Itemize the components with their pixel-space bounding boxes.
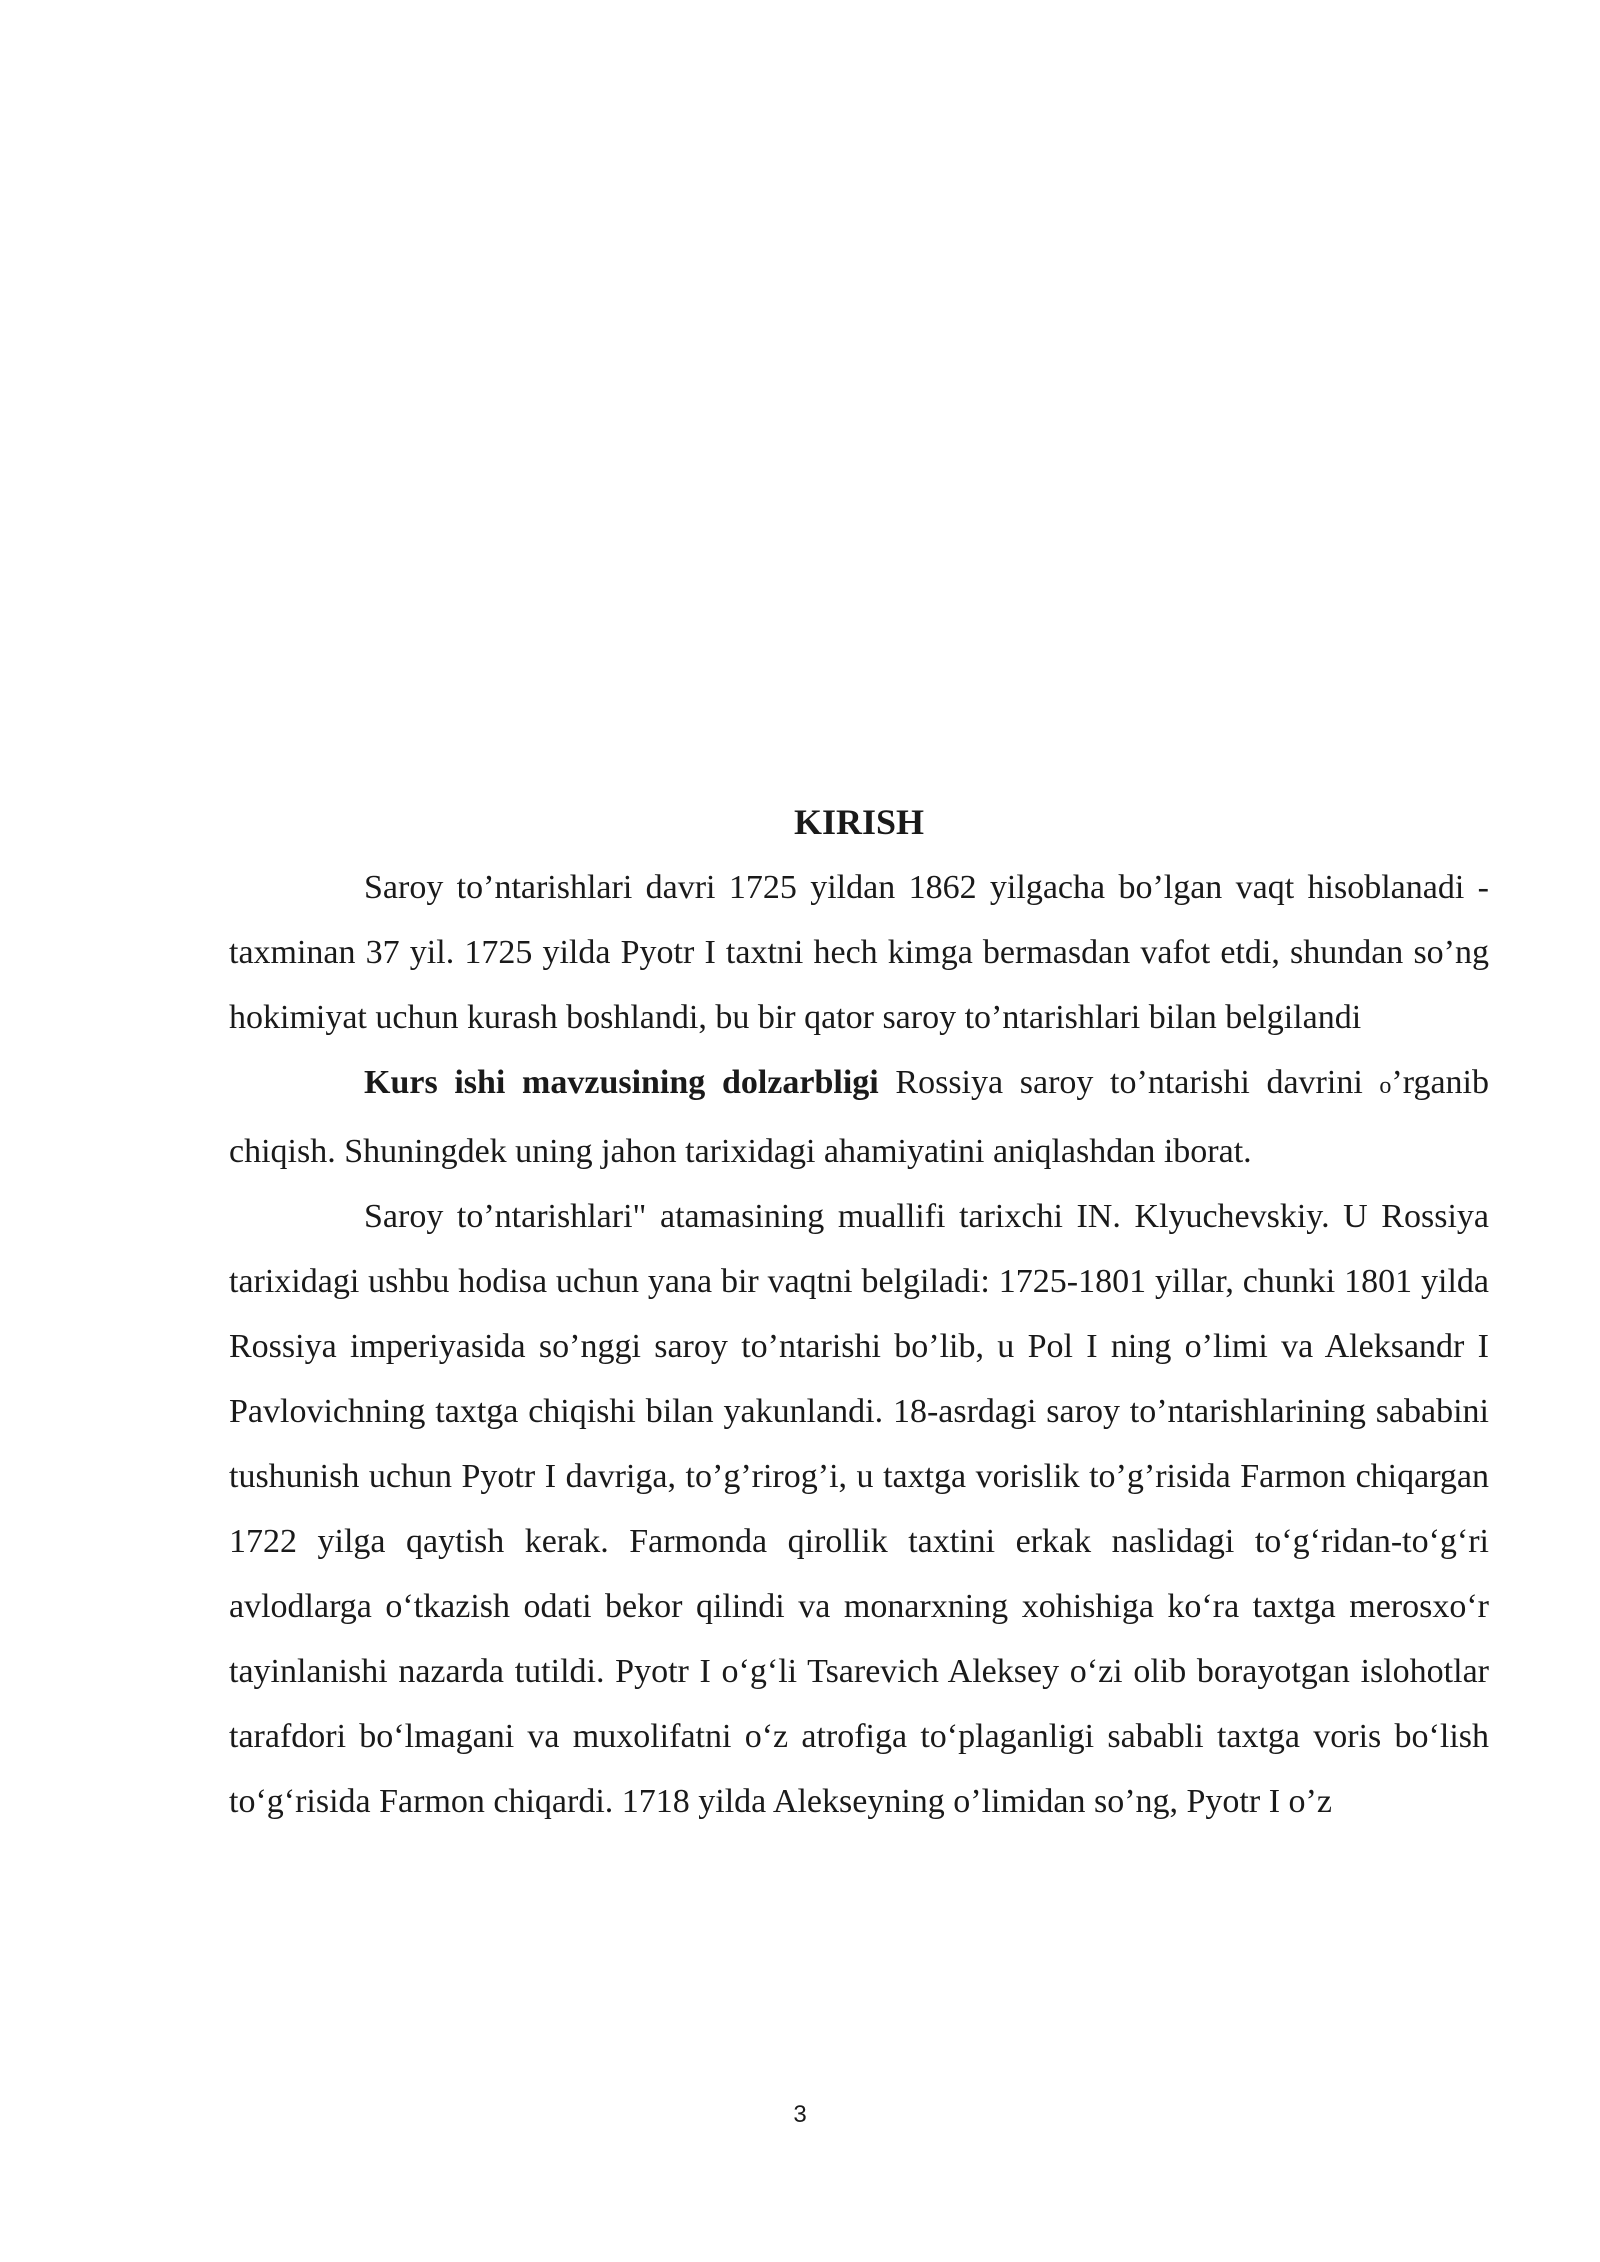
relevance-small-letter: o: [1379, 1073, 1392, 1099]
relevance-lead: Kurs ishi mavzusining dolzarbligi: [364, 1064, 879, 1101]
paragraph-relevance: [229, 1050, 1489, 1184]
relevance-text-a: Rossiya saroy to’ntarishi davrini: [878, 1064, 1380, 1101]
paragraph-history: Saroy to’ntarishlari" atamasining muallifi tarixchi IN. Klyuchevskiy. U Rossiya tarixidagi ushbu hodisa uchun yana bir vaqtni belgiladi: 1725-1801 yillar, chunki 1801 yilda Rossiya imperiyasida so’nggi saroy to’ntarishi bo’lib, u Pol I ning o’limi va Aleksandr I Pavlovichning taxtga chiqishi bilan yakunlandi. 18-asrdagi saroy to’ntarishlarining sababini tushunish uchun Pyotr I davriga, to’g’rirog’i, u taxtga vorislik to’g’risida Farmon chiqargan 1722 yilga qaytish kerak. Farmonda qirollik taxtini erkak naslidagi to‘g‘ridan-to‘g‘ri avlodlarga o‘tkazish odati bekor qilindi va monarxning xohishiga ko‘ra taxtga merosxo‘r tayinlanishi nazarda tutildi. Pyotr I o‘g‘li Tsarevich Aleksey o‘zi olib borayotgan islohotlar tarafdori bo‘lmagani va muxolifatni o‘z atrofiga to‘plaganligi sababli taxtga voris bo‘lish to‘g‘risida Farmon chiqardi. 1718 yilda Alekseyning o’limidan so’ng, Pyotr I o’z: [229, 1198, 1489, 1820]
relevance-text-b: ’rganib chiqish. Shuningdek uning jahon tarixidagi ahamiyatini aniqlashdan iborat.: [229, 1064, 1489, 1170]
page-number: 3: [793, 2101, 807, 2128]
paragraph-intro: Saroy to’ntarishlari davri 1725 yildan 1862 yilgacha bo’lgan vaqt hisoblanadi - taxminan 37 yil. 1725 yilda Pyotr I taxtni hech kimga bermasdan vafot etdi, shundan so’ng hokimiyat uchun kurash boshlandi, bu bir qator saroy to’ntarishlari bilan belgilandi: [229, 869, 1489, 1036]
page-content: [229, 790, 1489, 1834]
section-heading: KIRISH: [793, 802, 925, 842]
